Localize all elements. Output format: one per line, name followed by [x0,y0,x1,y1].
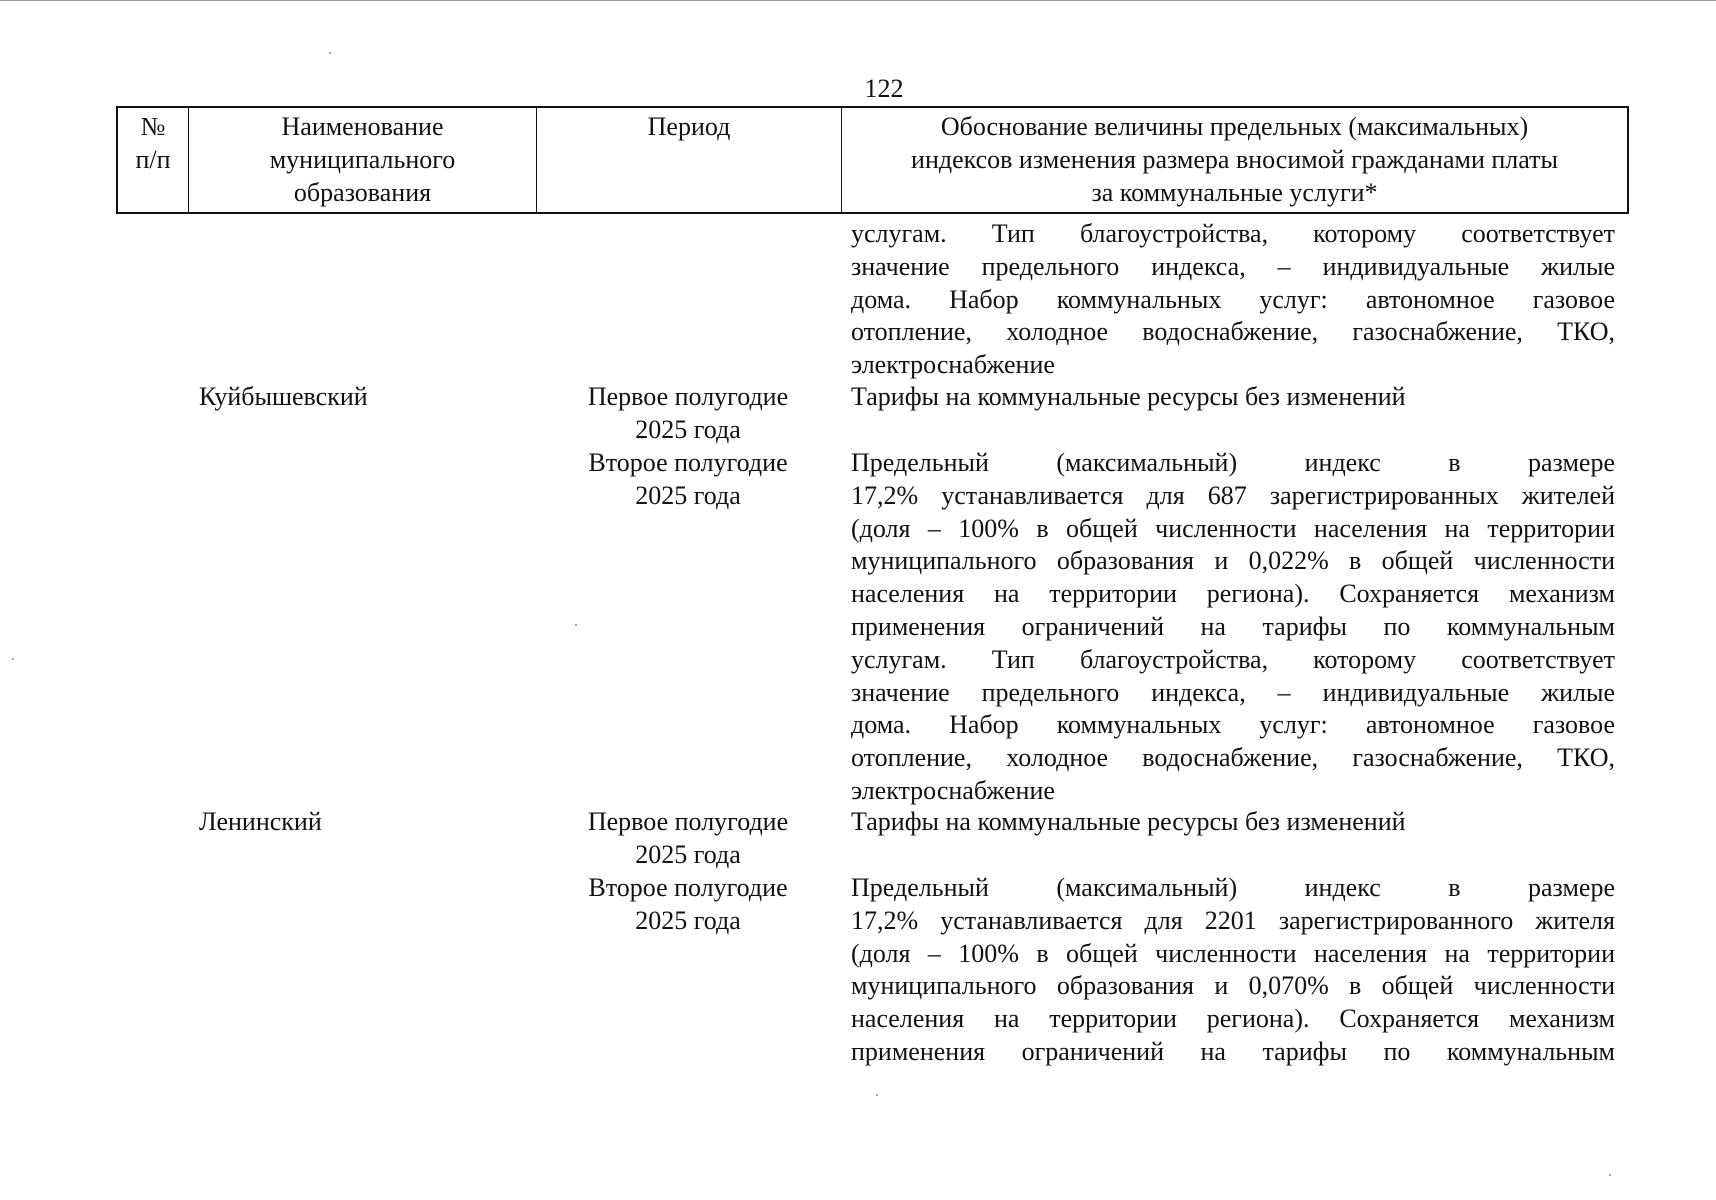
text-line: электроснабжение [851,775,1055,805]
text-line: значение предельного индекса, – индивидуальные жилые [851,677,1615,707]
header-period-cell [537,108,842,212]
municipality-name: Ленинский [199,807,322,836]
text-line: муниципального образования и 0,070% в общей численности [851,971,1615,1001]
period-first-half: Первое полугодие 2025 года [587,807,789,869]
municipality-name: Куйбышевский [199,382,368,411]
header-justification-label: Обоснование величины предельных (максимальных) индексов изменения размера вносимой гражданами платы за коммунальные услуги* [911,112,1558,207]
header-municipality-cell [189,108,537,212]
scan-edge [0,0,1716,1]
scan-speck [1609,1174,1611,1176]
text-line: муниципального образования и 0,022% в общей численности [851,546,1615,576]
text-line: отопление, холодное водоснабжение, газоснабжение, ТКО, [851,743,1615,773]
scan-speck [575,624,577,626]
text-line: (доля – 100% в общей численности населения на территории [851,938,1615,968]
text-line: Тарифы на коммунальные ресурсы без изменений [851,807,1406,836]
period-second-half: Второе полугодие 2025 года [588,448,788,510]
text-line: применения ограничений на тарифы по коммунальным [851,1036,1615,1066]
text-line: (доля – 100% в общей численности населения на территории [851,513,1615,543]
header-municipality-label: Наименование муниципального образования [269,112,456,207]
text-line: дома. Набор коммунальных услуг: автономное газовое [851,710,1615,740]
scan-speck [876,1094,878,1096]
header-period-label: Период [647,112,731,141]
continuation-text [851,218,1615,382]
justification-second-half [851,872,1615,1069]
text-line: населения на территории региона). Сохраняется механизм [851,1004,1615,1034]
text-line: Предельный (максимальный) индекс в размере [851,448,1615,477]
text-line: применения ограничений на тарифы по коммунальным [851,611,1615,641]
table-header [116,106,1629,214]
text-line: электроснабжение [851,350,1055,380]
scan-speck [12,658,14,660]
justification-second-half [851,447,1615,808]
page-number: 122 [864,74,904,103]
justification-first-half [851,381,1615,414]
text-line: дома. Набор коммунальных услуг: автономное газовое [851,284,1615,314]
text-line: значение предельного индекса, – индивидуальные жилые [851,251,1615,281]
text-line: 17,2% устанавливается для 2201 зарегистрированного жителя [851,905,1615,935]
text-line: 17,2% устанавливается для 687 зарегистрированных жителей [851,480,1615,510]
text-line: Предельный (максимальный) индекс в размере [851,873,1615,902]
text-line: услугам. Тип благоустройства, которому соответствует [851,219,1615,248]
period-second-half: Второе полугодие 2025 года [588,873,788,935]
header-number-label: № п/п [135,112,171,174]
period-first-half: Первое полугодие 2025 года [587,382,789,444]
header-number-cell [118,108,189,212]
header-justification-cell [842,108,1627,212]
text-line: услугам. Тип благоустройства, которому соответствует [851,644,1615,674]
scan-speck [329,52,331,54]
justification-first-half [851,806,1615,839]
text-line: населения на территории региона). Сохраняется механизм [851,579,1615,609]
text-line: отопление, холодное водоснабжение, газоснабжение, ТКО, [851,317,1615,347]
text-line: Тарифы на коммунальные ресурсы без изменений [851,382,1406,411]
